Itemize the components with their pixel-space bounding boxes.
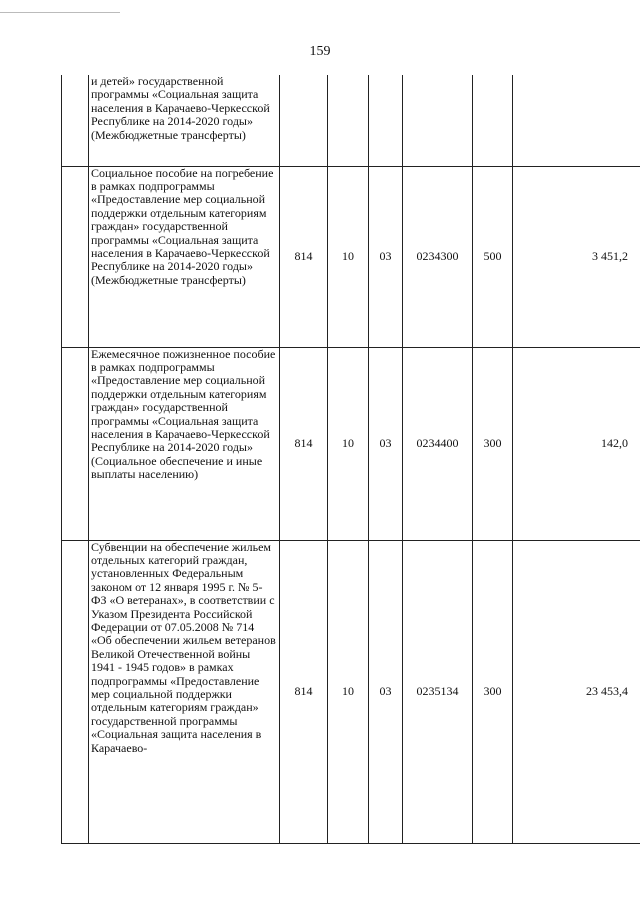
- ministry-code-cell: 814: [280, 540, 328, 843]
- index-cell: [62, 75, 89, 166]
- section-code-cell: 10: [328, 166, 369, 347]
- ministry-code-cell: [280, 75, 328, 166]
- subsection-code-cell: 03: [369, 166, 403, 347]
- amount-cell: 23 453,4: [513, 540, 640, 843]
- table-row: [62, 540, 640, 843]
- description-cell: и детей» государственной программы «Социальная защита населения в Карачаево-Черкесской Республике на 2014-2020 годы» (Межбюджетные трансферты): [89, 75, 280, 166]
- expense-type-cell: 300: [473, 540, 513, 843]
- expense-type-cell: 300: [473, 347, 513, 540]
- amount-cell: 3 451,2: [513, 166, 640, 347]
- amount-cell: 142,0: [513, 347, 640, 540]
- page-number: 159: [309, 44, 331, 59]
- description-cell: Социальное пособие на погребение в рамках подпрограммы «Предоставление мер социальной поддержки отдельным категориям граждан» государственной программы «Социальная защита населения в Карачаево-Черкесской Республике на 2014-2020 годы» (Межбюджетные трансферты): [89, 166, 280, 347]
- scan-artifact-line: [0, 12, 120, 13]
- target-article-cell: 0234400: [403, 347, 473, 540]
- subsection-code-cell: [369, 75, 403, 166]
- target-article-cell: 0235134: [403, 540, 473, 843]
- ministry-code-cell: 814: [280, 347, 328, 540]
- subsection-code-cell: 03: [369, 347, 403, 540]
- table-row: [62, 75, 640, 166]
- target-article-cell: 0234300: [403, 166, 473, 347]
- description-cell: Ежемесячное пожизненное пособие в рамках подпрограммы «Предоставление мер социальной поддержки отдельным категориям граждан» государственной программы «Социальная защита населения в Карачаево-Черкесской Республике на 2014-2020 годы» (Социальное обеспечение и иные выплаты населению): [89, 347, 280, 540]
- description-cell: Субвенции на обеспечение жильем отдельных категорий граждан, установленных Федеральным законом от 12 января 1995 г. № 5-ФЗ «О ветеранах», в соответствии с Указом Президента Российской Федерации от 07.05.2008 № 714 «Об обеспечении жильем ветеранов Великой Отечественной войны 1941 - 1945 годов» в рамках подпрограммы «Предоставление мер социальной поддержки отдельным категориям граждан» государственной программы «Социальная защита населения в Карачаево-: [89, 540, 280, 843]
- section-code-cell: 10: [328, 347, 369, 540]
- amount-cell: [513, 75, 640, 166]
- index-cell: [62, 347, 89, 540]
- expense-type-cell: [473, 75, 513, 166]
- budget-table: [61, 75, 640, 844]
- subsection-code-cell: 03: [369, 540, 403, 843]
- section-code-cell: 10: [328, 540, 369, 843]
- table-row: [62, 166, 640, 347]
- table-row: [62, 347, 640, 540]
- target-article-cell: [403, 75, 473, 166]
- ministry-code-cell: 814: [280, 166, 328, 347]
- index-cell: [62, 166, 89, 347]
- index-cell: [62, 540, 89, 843]
- expense-type-cell: 500: [473, 166, 513, 347]
- section-code-cell: [328, 75, 369, 166]
